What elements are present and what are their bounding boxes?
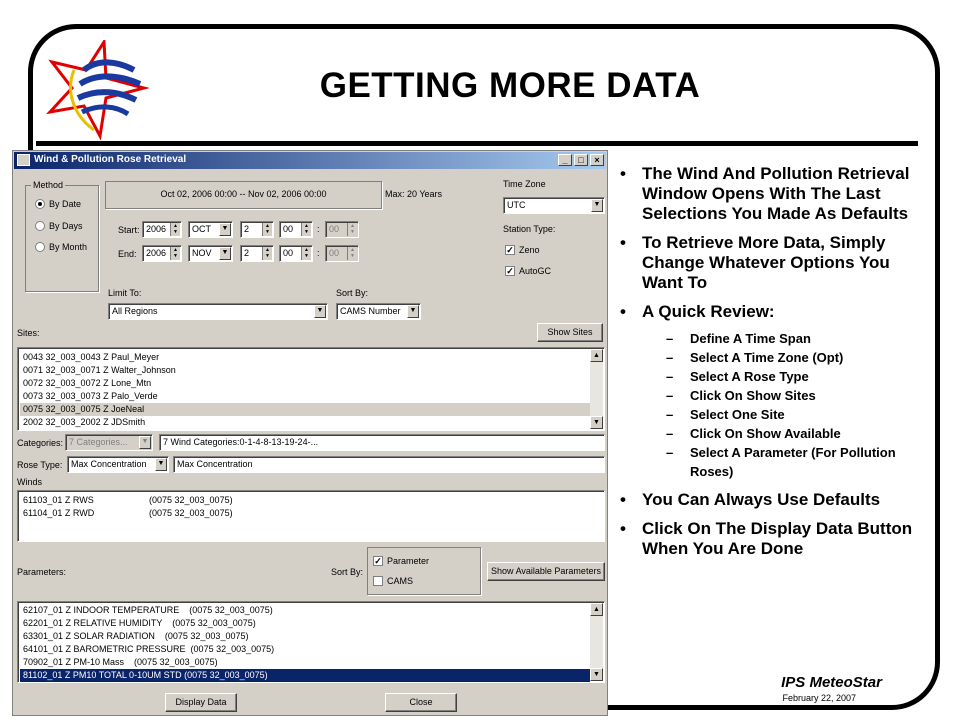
checkbox-sort-parameter[interactable]: ✓ (374, 556, 382, 566)
end-hour-value: 00 (283, 248, 294, 258)
list-item[interactable]: 81102_01 Z PM10 TOTAL 0-10UM STD (0075 32_003_0075) (20, 669, 590, 682)
checkbox-autogc-label: AutoGC (519, 266, 552, 276)
limit-to-label: Limit To: (108, 288, 142, 298)
list-item[interactable]: 70902_01 Z PM-10 Mass (0075 32_003_0075) (23, 657, 218, 667)
timezone-label: Time Zone (503, 179, 546, 189)
chevron-down-icon: ▼ (219, 247, 231, 260)
limit-to-select[interactable] (108, 303, 328, 320)
timezone-value: UTC (507, 200, 526, 210)
start-minute-spinner (325, 221, 359, 238)
bullet-item: • A Quick Review: (616, 302, 916, 322)
rose-type-value: Max Concentration (71, 459, 147, 469)
end-month-select[interactable] (188, 245, 233, 262)
wind-site: (0075 32_003_0075) (149, 508, 233, 518)
bullet-list (616, 164, 916, 568)
spin-icon: ▲ ▼ (170, 247, 180, 260)
close-window-button[interactable]: × (590, 154, 604, 166)
list-item[interactable]: 2002 32_003_2002 Z JDSmith (23, 417, 146, 427)
spin-icon: ▲ ▼ (301, 223, 311, 236)
scroll-down-icon[interactable]: ▼ (590, 668, 603, 681)
end-day-value: 2 (244, 248, 250, 258)
sort-by-select[interactable] (336, 303, 421, 320)
footer-date: February 22, 2007 (782, 693, 856, 703)
wind-site: (0075 32_003_0075) (149, 495, 233, 505)
end-minute-spinner (325, 245, 359, 262)
list-item[interactable] (20, 494, 602, 507)
spin-icon: ▲ ▼ (301, 247, 311, 260)
chevron-down-icon: ▼ (155, 458, 167, 471)
list-item[interactable]: 63301_01 Z SOLAR RADIATION (0075 32_003_0075) (23, 631, 249, 641)
time-colon: : (317, 248, 320, 258)
scroll-down-icon[interactable]: ▼ (590, 416, 603, 429)
bullet-item: • Click On The Display Data Button When You Are Done (616, 519, 916, 559)
end-minute-value: 00 (329, 248, 340, 258)
list-item[interactable]: 0071 32_003_0071 Z Walter_Johnson (23, 365, 176, 375)
slide-title: GETTING MORE DATA (319, 66, 701, 105)
station-type-label: Station Type: (503, 224, 556, 234)
start-hour-spinner[interactable] (279, 221, 313, 238)
checkbox-autogc[interactable]: ✓ (506, 266, 514, 276)
footer-org: IPS MeteoStar (781, 674, 882, 691)
end-day-spinner[interactable] (240, 245, 274, 262)
display-data-button[interactable]: Display Data (165, 693, 237, 712)
winds-list[interactable] (17, 490, 605, 542)
list-item[interactable]: 0073 32_003_0073 Z Palo_Verde (23, 391, 158, 401)
show-available-parameters-button[interactable]: Show Available Parameters (487, 562, 605, 581)
window-titlebar[interactable] (14, 152, 606, 169)
bullet-item: • To Retrieve More Data, Simply Change Whatever Options You Want To (616, 233, 916, 293)
wind-name: 61103_01 Z RWS (23, 495, 94, 505)
start-day-value: 2 (244, 224, 250, 234)
time-colon: : (317, 224, 320, 234)
sub-bullet-list (616, 329, 916, 481)
bullet-item: • You Can Always Use Defaults (616, 490, 916, 510)
radio-by-date-label: By Date (49, 199, 82, 209)
sort-by-value: CAMS Number (340, 306, 401, 316)
categories-label: Categories: (17, 438, 64, 448)
spin-icon: ▲ ▼ (170, 223, 180, 236)
minimize-button[interactable]: _ (558, 154, 572, 166)
sites-label: Sites: (17, 328, 40, 338)
rose-retrieval-window (12, 150, 608, 716)
list-item[interactable]: 62201_01 Z RELATIVE HUMIDITY (0075 32_003_0075) (23, 618, 256, 628)
radio-by-month[interactable] (35, 242, 45, 252)
sub-bullet-item: – Select A Parameter (For Pollution Roses) (616, 443, 916, 481)
start-year-spinner[interactable] (142, 221, 182, 238)
spin-icon: ▲ ▼ (262, 223, 272, 236)
show-sites-button[interactable]: Show Sites (537, 323, 603, 342)
list-item[interactable]: 0043 32_003_0043 Z Paul_Meyer (23, 352, 160, 362)
categories-text-field[interactable] (159, 434, 605, 451)
bullet-item: • The Wind And Pollution Retrieval Window Opens With The Last Selections You Made As Defaults (616, 164, 916, 224)
parameters-label: Parameters: (17, 567, 67, 577)
checkbox-sort-parameter-label: Parameter (387, 556, 430, 566)
rose-type-text-field[interactable] (173, 456, 605, 473)
checkbox-sort-cams-label: CAMS (387, 576, 414, 586)
sub-bullet-item: – Click On Show Sites (616, 386, 916, 405)
sites-list[interactable] (17, 347, 605, 431)
start-year-value: 2006 (146, 224, 167, 234)
sites-scrollbar[interactable] (590, 349, 603, 429)
sub-bullet-item: – Click On Show Available (616, 424, 916, 443)
chevron-down-icon: ▼ (314, 305, 326, 318)
end-label: End: (118, 249, 137, 259)
rose-type-select[interactable] (67, 456, 169, 473)
start-minute-value: 00 (329, 224, 340, 234)
max-range-label: Max: 20 Years (385, 189, 443, 199)
param-sort-label: Sort By: (331, 567, 364, 577)
checkbox-zeno-label: Zeno (519, 245, 540, 255)
spin-icon: ▲ ▼ (347, 223, 357, 236)
categories-text: 7 Wind Categories:0-1-4-8-13-19-24-... (163, 437, 319, 447)
list-item[interactable]: 64101_01 Z BAROMETRIC PRESSURE (0075 32_003_0075) (23, 644, 275, 654)
winds-label: Winds (17, 477, 43, 487)
parameters-list[interactable] (17, 601, 605, 683)
categories-value: 7 Categories... (69, 437, 128, 447)
maximize-button[interactable]: □ (574, 154, 588, 166)
categories-select (65, 434, 153, 451)
wind-name: 61104_01 Z RWD (23, 508, 95, 518)
end-hour-spinner[interactable] (279, 245, 313, 262)
list-item[interactable]: 0072 32_003_0072 Z Lone_Mtn (23, 378, 152, 388)
sub-bullet-item: – Define A Time Span (616, 329, 916, 348)
spin-icon: ▲ ▼ (262, 247, 272, 260)
checkbox-sort-cams[interactable] (373, 576, 383, 586)
sub-bullet-item: – Select A Rose Type (616, 367, 916, 386)
scroll-up-icon[interactable]: ▲ (590, 603, 603, 616)
rose-type-label: Rose Type: (17, 460, 63, 470)
chevron-down-icon: ▼ (219, 223, 231, 236)
close-button[interactable]: Close (385, 693, 457, 712)
chevron-down-icon: ▼ (591, 199, 603, 212)
scroll-up-icon[interactable]: ▲ (590, 349, 603, 362)
end-year-spinner[interactable] (142, 245, 182, 262)
param-sort-group (367, 547, 481, 595)
radio-by-days[interactable] (35, 221, 45, 231)
limit-to-value: All Regions (112, 306, 158, 316)
list-item[interactable]: 0075 32_003_0075 Z JoeNeal (20, 403, 590, 416)
date-range-box (105, 181, 382, 209)
spin-icon: ▲ ▼ (347, 247, 357, 260)
sort-by-label: Sort By: (336, 288, 369, 298)
chevron-down-icon: ▼ (407, 305, 419, 318)
parameters-scrollbar[interactable] (590, 603, 603, 681)
rose-type-text: Max Concentration (177, 459, 253, 469)
list-item[interactable] (20, 507, 602, 520)
end-month-value: NOV (192, 248, 212, 258)
start-month-value: OCT (192, 224, 211, 234)
app-icon (17, 154, 30, 166)
radio-by-month-label: By Month (49, 242, 88, 252)
timezone-select[interactable] (503, 197, 605, 214)
chevron-down-icon: ▼ (139, 436, 151, 449)
method-label: Method (33, 180, 64, 190)
title-divider (36, 141, 918, 146)
window-title: Wind & Pollution Rose Retrieval (34, 154, 187, 165)
list-item[interactable]: 62107_01 Z INDOOR TEMPERATURE (0075 32_003_0075) (23, 605, 273, 615)
start-month-select[interactable] (188, 221, 233, 238)
meteostar-logo (44, 40, 154, 140)
radio-by-days-label: By Days (49, 221, 83, 231)
sub-bullet-item: – Select One Site (616, 405, 916, 424)
checkbox-zeno[interactable]: ✓ (506, 245, 514, 255)
radio-by-date[interactable] (35, 199, 45, 209)
date-range-text: Oct 02, 2006 00:00 -- Nov 02, 2006 00:00 (160, 189, 327, 199)
start-day-spinner[interactable] (240, 221, 274, 238)
end-year-value: 2006 (146, 248, 167, 258)
start-label: Start: (118, 225, 140, 235)
sub-bullet-item: – Select A Time Zone (Opt) (616, 348, 916, 367)
start-hour-value: 00 (283, 224, 294, 234)
